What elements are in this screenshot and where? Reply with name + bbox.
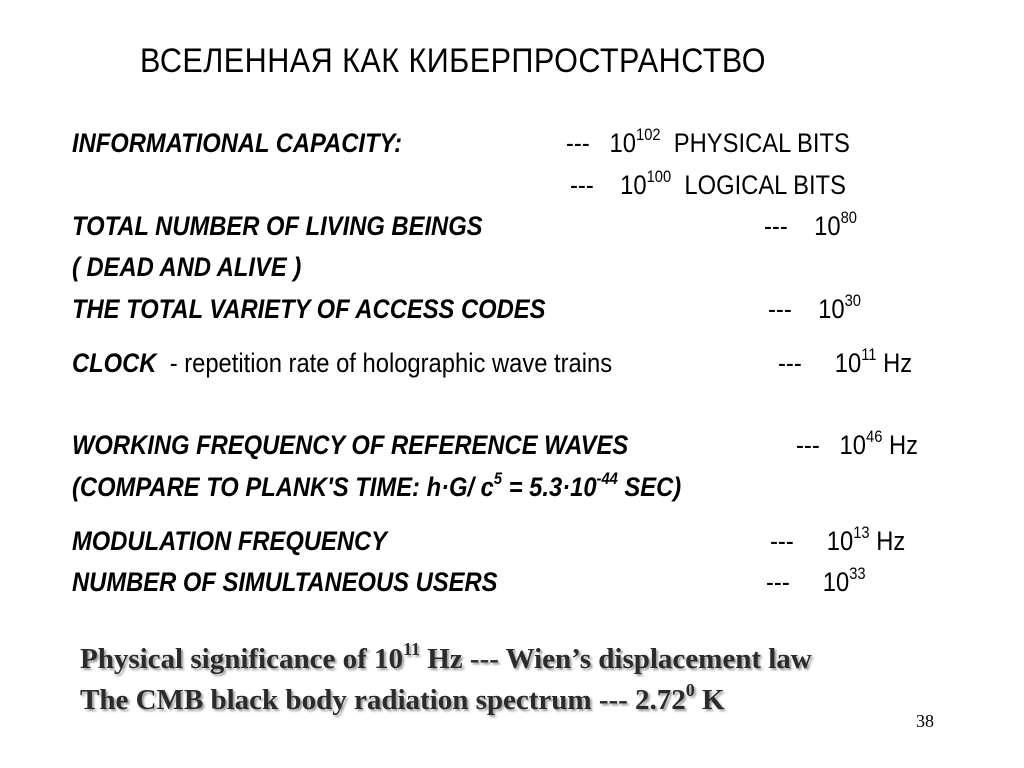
exponent: 100	[646, 167, 672, 187]
footer-text: The CMB black body radiation spectrum --- 2.72	[80, 684, 686, 716]
working-frequency-value	[796, 427, 919, 460]
base: 10	[834, 348, 862, 378]
compare-text: SEC)	[617, 472, 682, 502]
simultaneous-users-value	[766, 564, 866, 597]
footer-line-wien	[80, 639, 812, 675]
modulation-frequency-value	[770, 523, 906, 556]
dash: ---	[768, 294, 792, 324]
plank-time-comparison	[72, 469, 682, 502]
base: 10	[609, 128, 637, 158]
unit: Hz	[883, 348, 913, 378]
dash: ---	[764, 211, 788, 241]
informational-capacity-label: INFORMATIONAL CAPACITY:	[72, 128, 402, 158]
physical-bits-value	[566, 125, 850, 158]
exponent: 11	[403, 639, 420, 660]
access-codes-label: THE TOTAL VARIETY OF ACCESS CODES	[72, 294, 546, 324]
exponent: 33	[849, 564, 866, 584]
footer-line-cmb	[80, 680, 725, 716]
unit: Hz	[889, 430, 919, 460]
dash: ---	[766, 567, 790, 597]
page-number: 38	[916, 711, 934, 731]
living-beings-value	[764, 208, 857, 241]
page-title: ВСЕЛЕННАЯ КАК КИБЕРПРОСТРАНСТВО	[140, 42, 766, 80]
compare-text: = 5.3·10	[502, 472, 597, 502]
exponent: 11	[861, 345, 877, 365]
footer-text: Hz --- Wien’s displacement law	[420, 643, 812, 675]
base: 10	[822, 567, 850, 597]
dash: ---	[570, 170, 594, 200]
base: 10	[620, 170, 647, 200]
clock-label: CLOCK	[72, 348, 157, 378]
clock-row	[72, 350, 612, 377]
unit: PHYSICAL BITS	[673, 128, 850, 158]
unit: Hz	[876, 526, 906, 556]
compare-text: (COMPARE TO PLANK'S TIME: h·G/ c	[72, 472, 494, 502]
modulation-frequency-label: MODULATION FREQUENCY	[72, 526, 388, 556]
exponent: 102	[636, 125, 661, 145]
dash: ---	[796, 430, 820, 460]
living-beings-label: TOTAL NUMBER OF LIVING BEINGS	[72, 211, 483, 241]
exponent: 0	[685, 680, 695, 701]
exponent: 30	[844, 291, 861, 311]
dead-and-alive-label: ( DEAD AND ALIVE )	[72, 252, 302, 282]
base: 10	[839, 430, 867, 460]
base: 10	[814, 211, 841, 241]
exponent: 80	[840, 208, 857, 228]
dash: ---	[778, 348, 802, 378]
base: 10	[826, 526, 854, 556]
simultaneous-users-label: NUMBER OF SIMULTANEOUS USERS	[72, 567, 498, 597]
exponent: -44	[596, 469, 618, 489]
clock-description: - repetition rate of holographic wave trains	[169, 348, 613, 378]
footer-text: Physical significance of 10	[80, 643, 404, 675]
working-frequency-label: WORKING FREQUENCY OF REFERENCE WAVES	[72, 430, 629, 460]
exponent: 46	[866, 427, 883, 447]
unit: LOGICAL BITS	[684, 170, 846, 200]
base: 10	[818, 294, 845, 324]
footer-text: K	[694, 684, 725, 716]
logical-bits-value	[570, 167, 846, 200]
access-codes-value	[768, 291, 861, 324]
clock-value	[778, 345, 913, 378]
exponent: 5	[493, 469, 503, 489]
dash: ---	[770, 526, 794, 556]
dash: ---	[566, 128, 590, 158]
exponent: 13	[853, 523, 870, 543]
